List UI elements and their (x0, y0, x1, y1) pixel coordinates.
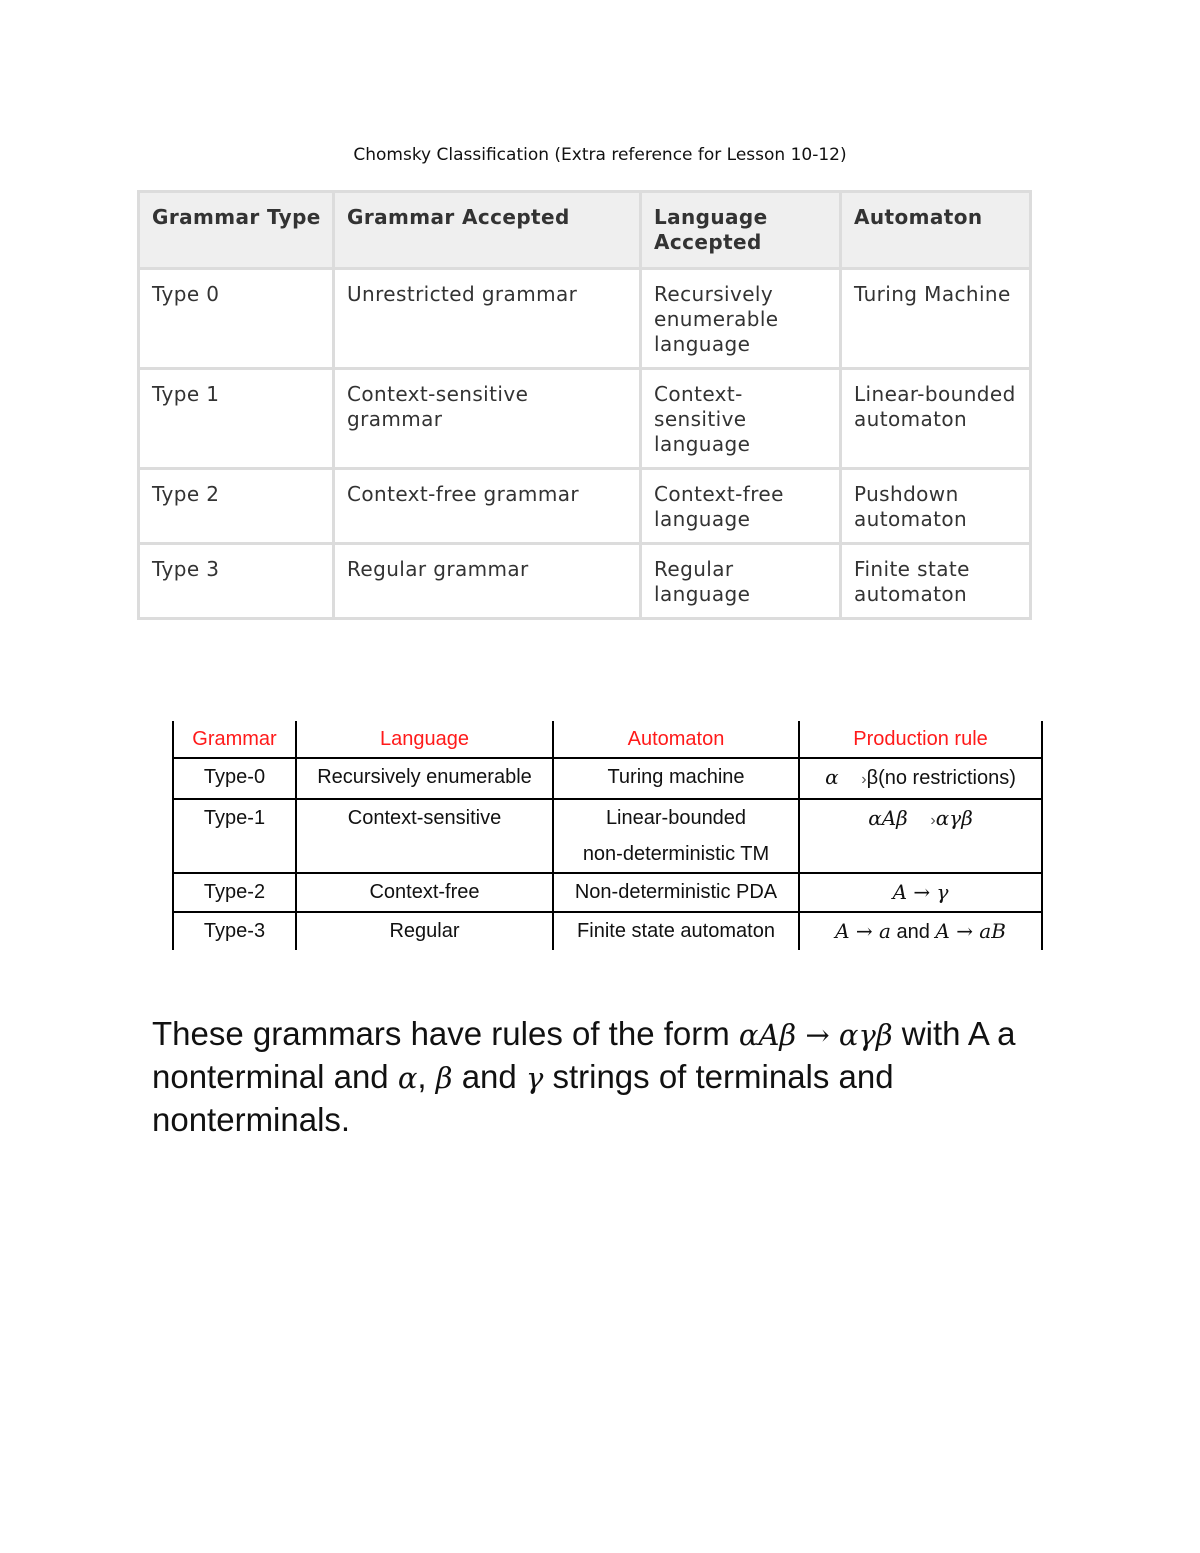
cell-grammar-type: Type 1 (139, 369, 334, 469)
production-rule-table-image (172, 721, 1041, 941)
cell-production-rule (799, 799, 1042, 873)
cell-language-accepted: Regular language (641, 544, 841, 619)
table-row (173, 758, 1042, 799)
cell-language: Context-free (296, 873, 553, 912)
header-grammar-accepted: Grammar Accepted (334, 192, 641, 269)
cell-grammar: Type-0 (173, 758, 296, 799)
cell-automaton: Linear-bounded automaton (841, 369, 1031, 469)
para-text-4: and (452, 1058, 526, 1095)
cell-grammar-type: Type 3 (139, 544, 334, 619)
rule-lhs: αAβ (868, 806, 908, 830)
header-language-accepted: Language Accepted (641, 192, 841, 269)
chomsky-classification-table (137, 190, 1032, 620)
cell-automaton (553, 799, 799, 873)
table-row (139, 369, 1031, 469)
para-text-2: with A a nonterminal and (152, 1015, 1016, 1095)
cell-language-accepted: Recursively enumerable language (641, 269, 841, 369)
para-math-gamma: γ (525, 1061, 544, 1095)
table-header-row (139, 192, 1031, 269)
cell-grammar-accepted: Regular grammar (334, 544, 641, 619)
automaton-line-2: non-deterministic TM (582, 843, 770, 865)
header-grammar-type: Grammar Type (139, 192, 334, 269)
cell-grammar-type: Type 2 (139, 469, 334, 544)
rule-b: A → aB (935, 919, 1006, 943)
header-grammar: Grammar (173, 721, 296, 758)
para-math-rule: αAβ → αγβ (738, 1018, 893, 1052)
cell-automaton: Non-deterministic PDA (553, 873, 799, 912)
grammar-rule-description (152, 1013, 1072, 1140)
cell-automaton: Pushdown automaton (841, 469, 1031, 544)
arrow-icon: › (861, 771, 867, 788)
cell-grammar: Type-3 (173, 912, 296, 950)
table-header-row (173, 721, 1042, 758)
cell-grammar-accepted: Context-sensitive grammar (334, 369, 641, 469)
table-row (173, 799, 1042, 873)
cell-automaton: Finite state automaton (553, 912, 799, 950)
table-row (139, 469, 1031, 544)
cell-language-accepted: Context-free language (641, 469, 841, 544)
para-math-alpha: α (397, 1061, 418, 1095)
cell-language: Regular (296, 912, 553, 950)
rule-rhs: αγβ (935, 806, 973, 830)
cell-automaton: Turing machine (553, 758, 799, 799)
table-row (173, 912, 1042, 950)
production-rule-table (172, 721, 1043, 950)
automaton-line-1: Linear-bounded (605, 807, 747, 829)
para-text-1: These grammars have rules of the form (152, 1015, 739, 1052)
para-text-3: , (417, 1058, 436, 1095)
cell-language-accepted: Context-sensitive language (641, 369, 841, 469)
rule-rhs: β(no restrictions) (866, 767, 1016, 789)
header-production-rule: Production rule (799, 721, 1042, 758)
table-row (139, 269, 1031, 369)
cell-production-rule (799, 758, 1042, 799)
header-automaton: Automaton (553, 721, 799, 758)
page-title: Chomsky Classification (Extra reference for Lesson 10-12) (353, 145, 847, 165)
cell-grammar: Type-2 (173, 873, 296, 912)
rule-lhs: α (825, 765, 839, 789)
cell-production-rule (799, 873, 1042, 912)
rule-and: and (890, 921, 936, 943)
table-row (139, 544, 1031, 619)
header-language: Language (296, 721, 553, 758)
cell-grammar-accepted: Context-free grammar (334, 469, 641, 544)
para-text-5: strings of terminals and nonterminals. (152, 1058, 894, 1138)
para-math-beta: β (435, 1061, 453, 1095)
arrow-icon: › (930, 812, 936, 829)
cell-language: Context-sensitive (296, 799, 553, 873)
cell-automaton: Finite state automaton (841, 544, 1031, 619)
rule: A → γ (892, 880, 949, 904)
header-automaton: Automaton (841, 192, 1031, 269)
cell-grammar-type: Type 0 (139, 269, 334, 369)
cell-language: Recursively enumerable (296, 758, 553, 799)
cell-grammar: Type-1 (173, 799, 296, 873)
cell-grammar-accepted: Unrestricted grammar (334, 269, 641, 369)
rule-a: A → a (835, 919, 891, 943)
cell-production-rule (799, 912, 1042, 950)
cell-automaton: Turing Machine (841, 269, 1031, 369)
table-row (173, 873, 1042, 912)
